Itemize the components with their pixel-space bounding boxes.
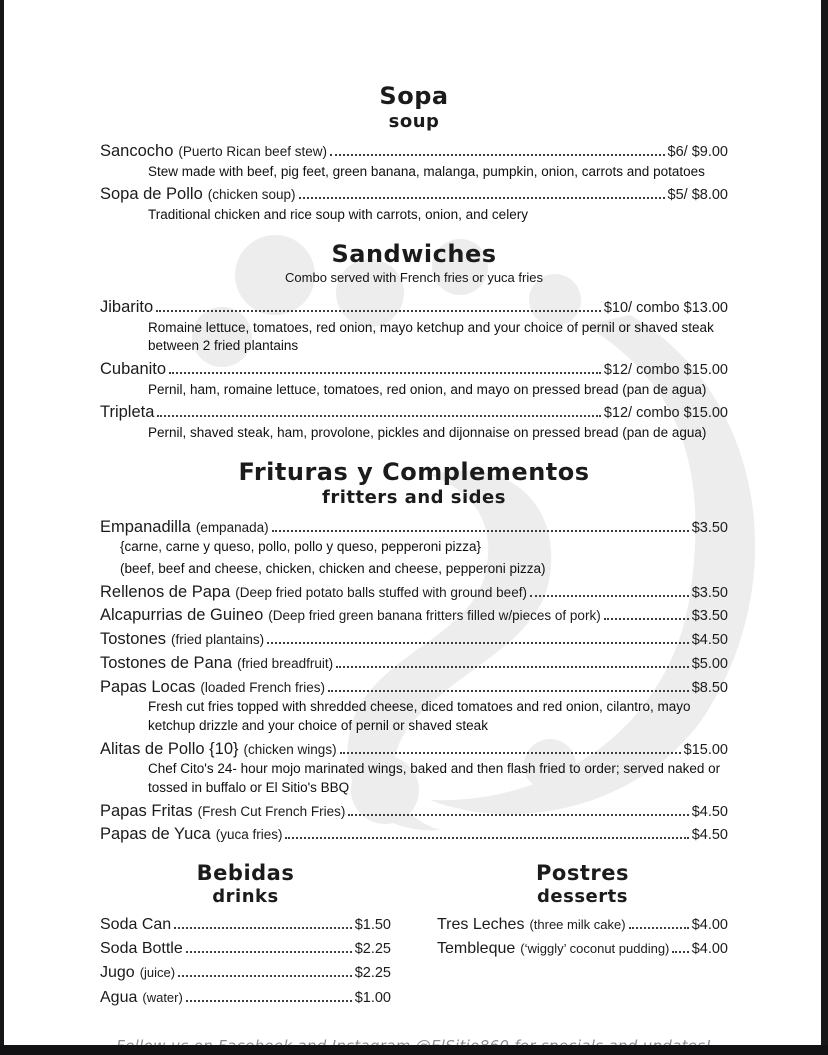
item-qualifier: (empanada)	[195, 519, 269, 535]
item-qualifier: (loaded French fries)	[200, 679, 325, 695]
menu-item	[100, 517, 728, 579]
dot-leader	[169, 372, 601, 374]
item-name: Agua	[100, 988, 138, 1006]
item-name: Empanadilla	[100, 517, 191, 536]
item-qualifier: (fried plantains)	[171, 632, 265, 648]
item-qualifier: (yuca fries)	[215, 827, 283, 843]
item-name: Papas de Yuca	[100, 825, 211, 844]
item-price: $2.25	[354, 965, 391, 982]
item-description: Pernil, ham, romaine lettuce, tomatoes, red onion, and mayo on pressed bread (pan de agua)	[148, 381, 707, 397]
dot-leader	[604, 618, 689, 620]
menu-item-row	[437, 914, 728, 935]
item-price: $12/ combo $15.00	[603, 361, 728, 378]
menu-section	[100, 240, 728, 443]
item-description: (beef, beef and cheese, chicken, chicken and cheese, pepperoni pizza)	[120, 560, 546, 576]
item-name: Sancocho	[100, 142, 174, 160]
item-name: Alitas de Pollo {10}	[100, 739, 239, 758]
menu-item-row	[100, 801, 728, 823]
menu-item	[100, 605, 728, 627]
menu-item-row	[100, 297, 728, 319]
dot-leader	[178, 975, 352, 977]
item-qualifier: (fried breadfruit)	[237, 655, 334, 671]
item-name: Tostones	[100, 630, 167, 649]
item-price: $5/ $8.00	[667, 187, 728, 204]
item-name: Soda Bottle	[100, 940, 183, 958]
menu-item-row	[100, 677, 728, 699]
menu-item	[100, 739, 728, 798]
section-title: Sopa	[379, 82, 449, 110]
item-price: $1.50	[354, 917, 391, 934]
item-price: $2.25	[354, 941, 391, 958]
section-items	[100, 914, 391, 1008]
section-subtitle: drinks	[212, 886, 279, 908]
item-price: $3.50	[691, 608, 728, 625]
menu-section	[100, 82, 728, 225]
dot-leader	[672, 951, 688, 953]
item-name: Jibarito	[100, 297, 154, 316]
menu-section	[100, 861, 391, 1011]
item-qualifier: (water)	[142, 989, 183, 1005]
section-title: Bebidas	[196, 861, 295, 886]
menu-item-row	[100, 582, 728, 604]
menu-item	[100, 987, 391, 1008]
item-description: Fresh cut fries topped with shredded cheese, diced tomatoes and red onion, cilantro, mayo ketchup drizzle and your choice of pernil or shaved steak	[148, 699, 691, 734]
section-items	[100, 297, 728, 443]
item-name: Tripleta	[100, 403, 155, 422]
dot-leader	[629, 927, 689, 929]
dot-leader	[328, 690, 689, 692]
item-name: Tembleque	[437, 940, 516, 958]
item-price: $6/ $9.00	[667, 144, 728, 160]
menu-item	[437, 914, 728, 935]
menu-section	[100, 458, 728, 847]
menu-item-row	[100, 653, 728, 675]
item-name: Papas Locas	[100, 677, 196, 696]
item-price: $10/ combo $13.00	[603, 299, 728, 316]
item-qualifier: (chicken soup)	[207, 187, 296, 203]
dot-leader	[348, 814, 688, 816]
section-items	[100, 517, 728, 847]
dot-leader	[340, 752, 681, 754]
menu-item	[100, 629, 728, 651]
section-items	[437, 914, 728, 959]
menu-columns	[100, 861, 728, 1011]
section-subtitle: fritters and sides	[322, 486, 506, 508]
item-price: $1.00	[354, 989, 391, 1006]
menu-item-row	[437, 938, 728, 959]
dot-leader	[530, 595, 689, 597]
item-price: $3.50	[691, 519, 728, 536]
menu-item	[100, 141, 728, 181]
menu-item	[437, 938, 728, 959]
item-qualifier: (three milk cake)	[529, 917, 626, 933]
section-subtitle: desserts	[537, 886, 628, 908]
item-price: $4.50	[691, 632, 728, 649]
menu-item-row	[100, 141, 728, 163]
menu-item	[100, 297, 728, 356]
menu-item-row	[100, 629, 728, 651]
dot-leader	[285, 837, 688, 839]
item-name: Alcapurrias de Guineo	[100, 606, 264, 625]
dot-leader	[299, 197, 665, 199]
item-price: $3.50	[691, 584, 728, 601]
menu-item-row	[100, 914, 391, 935]
item-price: $15.00	[683, 741, 728, 758]
section-title: Frituras y Complementos	[238, 457, 590, 486]
section-note: Combo served with French fries or yuca fries	[285, 269, 543, 285]
section-title: Postres	[536, 861, 629, 886]
item-name: Soda Can	[100, 916, 172, 934]
item-price: $5.00	[691, 655, 728, 672]
menu-item	[100, 801, 728, 823]
item-name: Cubanito	[100, 359, 167, 378]
menu-section	[437, 861, 728, 1011]
dot-leader	[267, 642, 689, 644]
section-title: Sandwiches	[331, 239, 497, 268]
menu-item	[100, 653, 728, 675]
menu-item-row	[100, 938, 391, 959]
section-items	[100, 141, 728, 225]
item-name: Tostones de Pana	[100, 653, 233, 672]
menu-item	[100, 402, 728, 442]
dot-leader	[174, 927, 352, 929]
item-description: {carne, carne y queso, pollo, pollo y queso, pepperoni pizza}	[120, 539, 481, 555]
menu-item-row	[100, 987, 391, 1008]
item-description: Romaine lettuce, tomatoes, red onion, mayo ketchup and your choice of pernil or shaved steak between 2 fried plantains	[148, 319, 714, 354]
menu-item	[100, 824, 728, 846]
item-price: $8.50	[691, 679, 728, 696]
dot-leader	[272, 530, 689, 532]
item-description: Stew made with beef, pig feet, green banana, malanga, pumpkin, onion, carrots and potatoes	[148, 163, 705, 179]
menu-item	[100, 938, 391, 959]
menu-sections	[100, 82, 728, 846]
menu-page	[100, 82, 728, 1055]
item-price: $4.50	[691, 827, 728, 844]
dot-leader	[336, 666, 689, 668]
item-qualifier: (Deep fried green banana fritters filled w/pieces of pork)	[268, 608, 601, 624]
menu-item-row	[100, 962, 391, 983]
item-description: Pernil, shaved steak, ham, provolone, pickles and dijonnaise on pressed bread (pan de agua)	[148, 424, 707, 440]
menu-item-row	[100, 605, 728, 627]
menu-item-row	[100, 359, 728, 381]
menu-item-row	[100, 184, 728, 206]
section-subtitle: soup	[388, 111, 440, 132]
item-qualifier: (‘wiggly’ coconut pudding)	[520, 941, 670, 957]
item-price: $4.00	[691, 917, 728, 934]
menu-item	[100, 359, 728, 399]
dot-leader	[156, 310, 601, 312]
menu-item-row	[100, 739, 728, 761]
item-price: $12/ combo $15.00	[603, 405, 728, 422]
menu-item	[100, 914, 391, 935]
item-name: Papas Fritas	[100, 801, 193, 820]
menu-item-row	[100, 517, 728, 539]
item-qualifier: (Deep fried potato balls stuffed with ground beef)	[235, 584, 527, 600]
item-name: Sopa de Pollo	[100, 185, 203, 204]
menu-item	[100, 677, 728, 736]
menu-item-row	[100, 402, 728, 424]
menu-item	[100, 962, 391, 983]
page-edge-left	[0, 0, 4, 1055]
page-edge-right	[821, 0, 828, 1055]
item-name: Jugo	[100, 964, 135, 982]
page-edge-bottom	[0, 1045, 828, 1055]
menu-item	[100, 582, 728, 604]
dot-leader	[186, 1000, 352, 1002]
item-qualifier: (chicken wings)	[243, 741, 337, 757]
dot-leader	[330, 154, 665, 156]
item-price: $4.00	[691, 941, 728, 958]
dot-leader	[186, 951, 352, 953]
item-name: Tres Leches	[437, 916, 525, 934]
item-qualifier: (Fresh Cut French Fries)	[197, 803, 346, 819]
dot-leader	[157, 415, 600, 417]
item-qualifier: (Puerto Rican beef stew)	[178, 144, 327, 159]
item-name: Rellenos de Papa	[100, 582, 231, 601]
item-description: Chef Cito's 24- hour mojo marinated wings, baked and then flash fried to order; served naked or tossed in buffalo or El Sitio's BBQ	[148, 761, 721, 796]
menu-item-row	[100, 824, 728, 846]
item-price: $4.50	[691, 803, 728, 820]
item-qualifier: (juice)	[139, 965, 176, 981]
item-description: Traditional chicken and rice soup with carrots, onion, and celery	[148, 207, 528, 223]
menu-item	[100, 184, 728, 224]
